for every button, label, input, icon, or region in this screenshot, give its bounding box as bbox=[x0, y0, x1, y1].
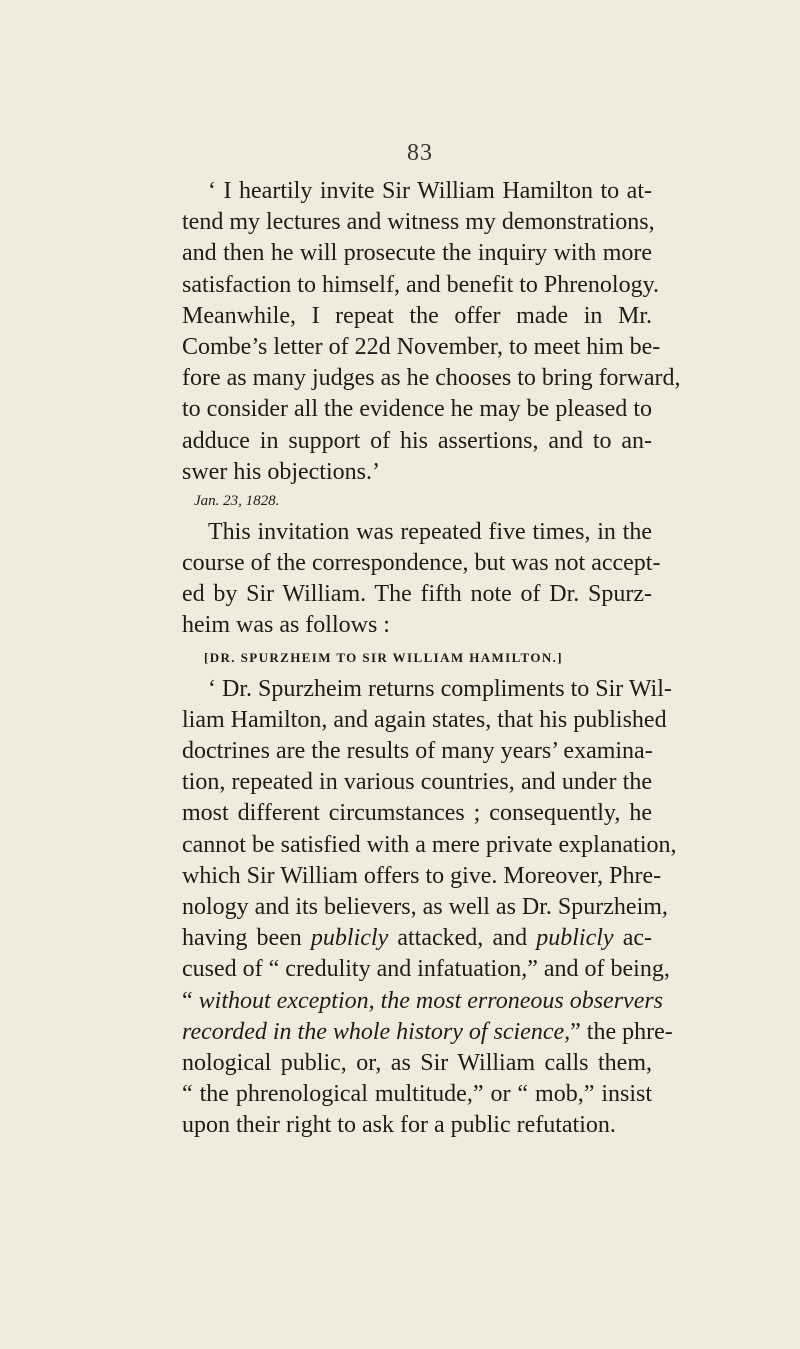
text-line: fore as many judges as he chooses to bring forward, bbox=[182, 365, 681, 392]
text-line: heim was as follows : bbox=[182, 612, 390, 639]
page-number: 83 bbox=[407, 140, 433, 166]
text-run: ac- bbox=[613, 925, 652, 952]
text-line bbox=[182, 986, 664, 1017]
text-line: ‘ Dr. Spurzheim returns compliments to Sir Wil- bbox=[208, 675, 672, 702]
text-run: ” the phre- bbox=[570, 1018, 673, 1045]
text-line: swer his objections.’ bbox=[182, 458, 380, 485]
italic-text: publicly bbox=[536, 925, 614, 952]
text-line bbox=[182, 1017, 673, 1048]
text-line: and then he will prosecute the inquiry with more bbox=[182, 240, 652, 267]
paragraph-spurzheim-note bbox=[182, 674, 677, 1142]
text-line: most different circumstances ; consequently, he bbox=[182, 800, 652, 827]
italic-text: publicly bbox=[310, 925, 389, 952]
text-line: ‘ I heartily invite Sir William Hamilton to at- bbox=[208, 178, 652, 204]
text-line: Meanwhile, I repeat the offer made in Mr. bbox=[182, 302, 652, 329]
text-line: doctrines are the results of many years’ examina- bbox=[182, 738, 653, 764]
text-line: cannot be satisfied with a mere private explanation, bbox=[182, 831, 677, 858]
text-line: course of the correspondence, but was not accept- bbox=[182, 550, 661, 577]
text-line: Combe’s letter of 22d November, to meet him be- bbox=[182, 333, 661, 360]
text-line: adduce in support of his assertions, and to an- bbox=[182, 427, 652, 454]
text-line: liam Hamilton, and again states, that his published bbox=[182, 706, 667, 733]
text-line: nology and its believers, as well as Dr. Spurzheim, bbox=[182, 893, 668, 920]
text-line: “ the phrenological multitude,” or “ mob,” insist bbox=[182, 1081, 652, 1108]
letter-date: Jan. 23, 1828. bbox=[194, 492, 280, 509]
italic-text: recorded in the whole history of science, bbox=[182, 1018, 571, 1045]
text-line: upon their right to ask for a public refutation. bbox=[182, 1112, 616, 1139]
section-heading: [DR. SPURZHEIM TO SIR WILLIAM HAMILTON.] bbox=[204, 649, 564, 665]
text-line: nological public, or, as Sir William calls them, bbox=[182, 1049, 652, 1076]
text-run: attacked, and bbox=[388, 925, 537, 952]
text-run: “ bbox=[182, 987, 199, 1014]
text-line: This invitation was repeated five times, in the bbox=[208, 518, 652, 545]
text-line: which Sir William offers to give. Moreover, Phre- bbox=[182, 862, 662, 889]
body-text bbox=[182, 176, 681, 1141]
text-line: tend my lectures and witness my demonstrations, bbox=[182, 209, 655, 236]
italic-text: without exception, the most erroneous observers bbox=[198, 987, 664, 1014]
text-line: ed by Sir William. The fifth note of Dr. Spurz- bbox=[182, 581, 652, 608]
text-line: tion, repeated in various countries, and under the bbox=[182, 769, 652, 796]
text-run: having been bbox=[182, 925, 311, 952]
paragraph-narrative bbox=[182, 517, 661, 642]
paragraph-invitation-letter bbox=[182, 176, 681, 488]
text-line: cused of “ credulity and infatuation,” and of being, bbox=[182, 956, 670, 983]
text-line: to consider all the evidence he may be pleased to bbox=[182, 396, 652, 423]
text-line bbox=[182, 923, 652, 954]
text-line: satisfaction to himself, and benefit to Phrenology. bbox=[182, 271, 660, 298]
